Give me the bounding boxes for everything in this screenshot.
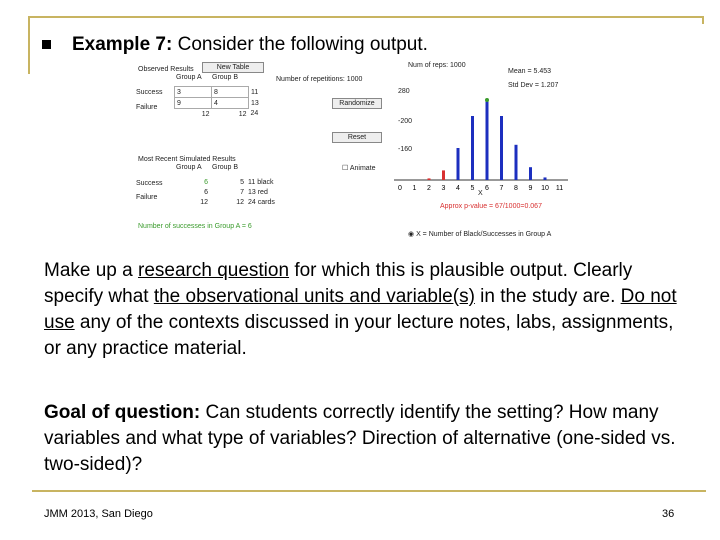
y-tick: -200	[398, 118, 413, 125]
failure-label: Failure	[136, 104, 158, 111]
new-table-button[interactable]: New Table	[202, 62, 264, 73]
group-b-header-2: Group B	[212, 164, 239, 171]
table-cell[interactable]: 8	[212, 87, 249, 98]
x-tick-label: 10	[541, 185, 549, 192]
table-cell: 13 red	[248, 188, 268, 196]
statistic-radio-label: X = Number of Black/Successes in Group A	[416, 231, 552, 238]
goal-label: Goal of question:	[44, 402, 201, 423]
y-tick: -160	[398, 146, 413, 153]
table-cell[interactable]: 9	[175, 98, 212, 109]
mean-readout: Mean = 5.453	[508, 68, 552, 75]
do-not-use-phrase: Do not use	[44, 286, 677, 333]
y-tick: 280	[398, 88, 410, 95]
x-tick-label: 4	[456, 185, 460, 192]
num-reps-readout: Num of reps: 1000	[408, 62, 466, 69]
dotplot-bar	[442, 170, 445, 180]
x-tick-label: 3	[441, 185, 446, 192]
x-tick-label: 2	[427, 185, 431, 192]
p1-text-g: any of the contexts discussed in your lecture notes, labs, assignments, or any practice material.	[44, 312, 674, 359]
goal-paragraph	[44, 400, 694, 478]
reset-button[interactable]: Reset	[332, 132, 382, 143]
p1-text-c: for which this is plausible output. Clearly specify what	[44, 260, 633, 307]
x-tick-label: 9	[528, 185, 533, 192]
table-cell: 24 cards	[248, 198, 275, 206]
dotplot-bar	[471, 116, 474, 180]
applet-screenshot	[130, 62, 590, 242]
table-cell: 6	[204, 178, 208, 186]
table-cell: 11	[251, 88, 259, 96]
randomize-button[interactable]: Randomize	[332, 98, 382, 109]
dotplot-bar	[529, 167, 532, 180]
success-label-2: Success	[136, 180, 163, 187]
animate-label: Animate	[349, 165, 376, 172]
observed-title: Observed Results	[138, 66, 194, 73]
dotplot-bar	[428, 178, 431, 180]
table-cell: 13	[251, 99, 259, 107]
table-cell: 12	[200, 198, 208, 206]
heading-label: Example 7:	[72, 34, 173, 55]
frame-top-border	[28, 16, 704, 18]
x-tick-label: 5	[470, 185, 475, 192]
table-cell: 7	[240, 188, 244, 196]
table-cell: 5	[240, 178, 244, 186]
table-cell: 12	[201, 110, 210, 118]
dotplot-chart	[392, 92, 572, 202]
animate-checkbox[interactable]: ☐ Animate	[342, 165, 376, 172]
recent-title: Most Recent Simulated Results	[138, 156, 236, 163]
observed-marker	[485, 98, 489, 102]
footer-divider	[32, 490, 706, 492]
recent-table	[174, 177, 282, 207]
frame-right-border	[702, 16, 704, 24]
x-tick-label: 7	[499, 185, 504, 192]
dotplot-bar	[544, 177, 547, 180]
p1-text-e: in the study are.	[474, 286, 621, 307]
frame-left-border	[28, 16, 30, 74]
table-cell: 6	[204, 188, 208, 196]
table-cell: 12	[238, 110, 247, 118]
footer-source: JMM 2013, San Diego	[44, 508, 153, 520]
p-value-text: Approx p-value = 67/1000=0.067	[440, 203, 542, 210]
table-cell: 12	[236, 198, 244, 206]
table-cell: 24	[250, 110, 259, 118]
repetitions-input-label[interactable]: Number of repetitions: 1000	[276, 76, 363, 83]
units-variables-phrase: the observational units and variable(s)	[153, 286, 475, 307]
x-tick-label: 8	[514, 185, 518, 192]
x-axis-title: X	[478, 190, 483, 197]
heading-text: Consider the following output.	[172, 34, 428, 55]
table-cell[interactable]: 4	[212, 98, 249, 109]
p1-text-a: Make up a	[44, 260, 138, 281]
research-question-phrase: research question	[138, 260, 290, 281]
dotplot-bar	[500, 116, 503, 180]
table-cell[interactable]: 3	[175, 87, 212, 98]
failure-label-2: Failure	[136, 194, 158, 201]
statistic-radio[interactable]: ◉ X = Number of Black/Successes in Group A	[408, 231, 552, 238]
observed-table	[174, 86, 286, 119]
x-tick-label: 6	[485, 185, 489, 192]
table-cell: 11 black	[248, 178, 274, 186]
group-a-header: Group A	[176, 74, 202, 81]
x-tick-label: 11	[555, 185, 564, 192]
dotplot-bar	[486, 100, 489, 180]
x-tick-label: 1	[412, 185, 417, 192]
dotplot-bar	[515, 145, 518, 180]
success-label: Success	[136, 89, 163, 96]
sd-readout: Std Dev = 1.207	[508, 82, 559, 89]
group-a-header-2: Group A	[176, 164, 202, 171]
x-tick-label: 0	[398, 185, 402, 192]
group-b-header: Group B	[212, 74, 239, 81]
num-successes-text: Number of successes in Group A = 6	[138, 223, 252, 230]
goal-text: Can students correctly identify the setting? How many variables and what type of variables? Direction of alternative (one-sided vs. two-sided)?	[44, 402, 676, 475]
dotplot-bar	[457, 148, 460, 180]
slide-heading	[72, 34, 428, 56]
square-bullet-icon	[42, 40, 51, 49]
page-number: 36	[662, 508, 675, 520]
instruction-paragraph	[44, 258, 694, 362]
